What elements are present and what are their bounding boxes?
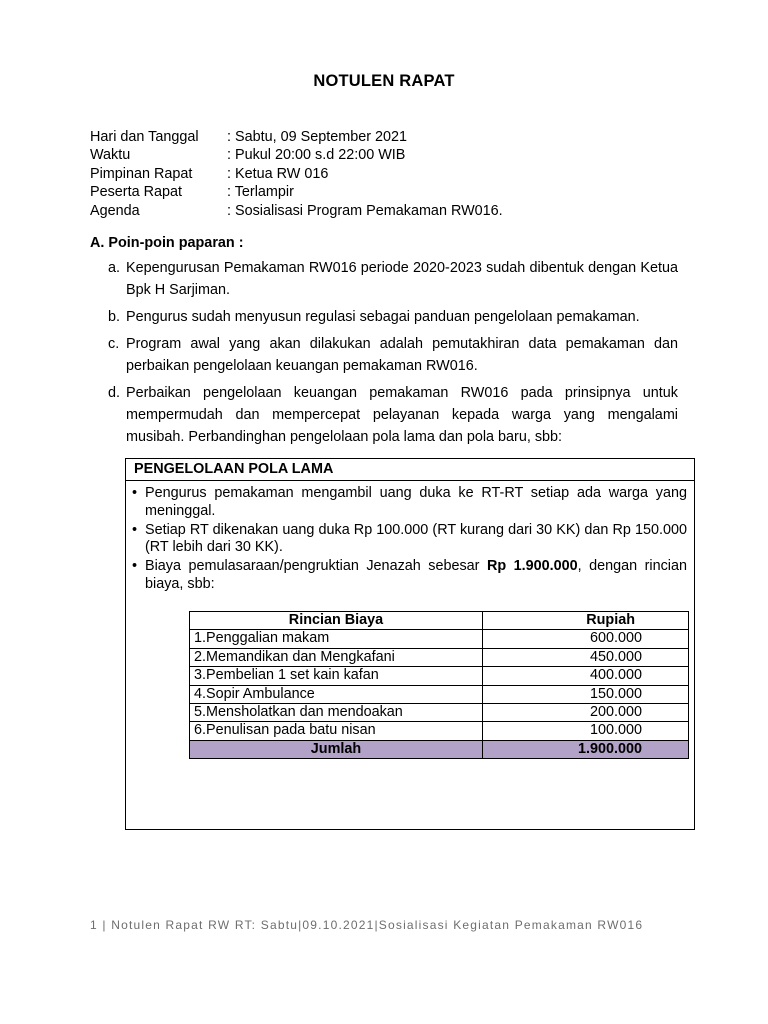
bullet-text: Pengurus pemakaman mengambil uang duka ke RT-RT setiap ada warga yang meninggal. (145, 485, 687, 519)
bullet-text-amount: Rp 1.900.000 (486, 558, 578, 575)
info-value: : Terlampir (227, 184, 294, 201)
list-item-text: Program awal yang akan dilakukan adalah pemutakhiran data pemakaman dan perbaikan pengelolaan keuangan pemakaman RW016. (126, 336, 678, 374)
info-label: Agenda (90, 202, 140, 219)
list-item-text: Pengurus sudah menyusun regulasi sebagai panduan pengelolaan pemakaman. (126, 309, 640, 325)
cost-table (189, 611, 689, 759)
page-footer: 1 | Notulen Rapat RW RT: Sabtu|09.10.2021|Sosialisasi Kegiatan Pemakaman RW016 (90, 918, 644, 932)
table-header-row (190, 612, 689, 630)
list-item-label: b. (108, 309, 121, 325)
list-item (108, 306, 678, 328)
cost-amount: 600.000 (483, 630, 689, 648)
cost-item: 6.Penulisan pada batu nisan (190, 722, 483, 740)
total-row (190, 740, 689, 758)
info-value: : Ketua RW 016 (227, 165, 329, 182)
list-item (108, 333, 678, 377)
cost-item: 4.Sopir Ambulance (190, 685, 483, 703)
table-row (190, 685, 689, 703)
bullet-text-part: Biaya pemulasaraan/pengruktian Jenazah sebesar (145, 558, 487, 575)
info-label: Hari dan Tanggal (90, 129, 199, 145)
list-item-text: Kepengurusan Pemakaman RW016 periode 2020-2023 sudah dibentuk dengan Ketua Bpk H Sarjiman. (126, 260, 678, 298)
bullet-icon: • (132, 558, 138, 575)
bullet-text (145, 558, 687, 594)
list-item (108, 382, 678, 448)
cost-item: 1.Penggalian makam (190, 630, 483, 648)
list-item-label: d. (108, 385, 121, 401)
section-heading: A. Poin-poin paparan : (90, 235, 244, 251)
bullet-icon: • (132, 485, 138, 501)
info-label: Pimpinan Rapat (90, 165, 193, 182)
table-row (190, 704, 689, 722)
bullet-text: Setiap RT dikenakan uang duka Rp 100.000 (RT kurang dari 30 KK) dan Rp 150.000 (RT lebih dari 30 KK). (145, 521, 687, 556)
list-item-label: a. (108, 260, 121, 276)
cost-amount: 100.000 (483, 722, 689, 740)
meeting-info-row (90, 202, 503, 220)
list-item-label: c. (108, 336, 120, 352)
cost-amount: 450.000 (483, 648, 689, 666)
column-header: Rupiah (483, 612, 689, 630)
cost-amount: 150.000 (483, 685, 689, 703)
box-heading: PENGELOLAAN POLA LAMA (126, 459, 694, 481)
info-value: : Sabtu, 09 September 2021 (227, 129, 408, 145)
info-value: : Sosialisasi Program Pemakaman RW016. (227, 202, 503, 219)
meeting-info (90, 128, 503, 220)
cost-item: 2.Memandikan dan Mengkafani (190, 648, 483, 666)
table-row (190, 648, 689, 666)
info-label: Waktu (90, 147, 131, 164)
meeting-info-row (90, 128, 503, 146)
table-row (190, 722, 689, 740)
table-row (190, 667, 689, 685)
table-row (190, 630, 689, 648)
old-pattern-box (125, 458, 695, 830)
info-value: : Pukul 20:00 s.d 22:00 WIB (227, 147, 406, 164)
points-list (108, 257, 678, 453)
bullet-item (132, 485, 687, 521)
list-item-text: Perbaikan pengelolaan keuangan pemakaman RW016 pada prinsipnya untuk mempermudah dan mempercepat pelayanan kepada warga yang mengalami musibah. Perbandinghan pengelolaan pola lama dan pola baru, sbb: (126, 385, 678, 445)
total-amount: 1.900.000 (483, 740, 689, 758)
meeting-info-row (90, 183, 503, 201)
list-item (108, 257, 678, 301)
bullet-item (132, 558, 687, 594)
document-title: NOTULEN RAPAT (313, 72, 455, 90)
cost-item: 3.Pembelian 1 set kain kafan (190, 667, 483, 685)
meeting-info-row (90, 146, 503, 164)
bullet-item (132, 522, 687, 558)
column-header: Rincian Biaya (190, 612, 483, 630)
meeting-info-row (90, 165, 503, 183)
total-label: Jumlah (190, 740, 483, 758)
info-label: Peserta Rapat (90, 184, 182, 201)
cost-amount: 400.000 (483, 667, 689, 685)
bullet-text-part: , dengan rincian biaya, sbb: (145, 558, 687, 592)
cost-item: 5.Mensholatkan dan mendoakan (190, 704, 483, 722)
bullet-icon: • (132, 521, 138, 538)
bullet-list (132, 485, 687, 595)
cost-amount: 200.000 (483, 704, 689, 722)
